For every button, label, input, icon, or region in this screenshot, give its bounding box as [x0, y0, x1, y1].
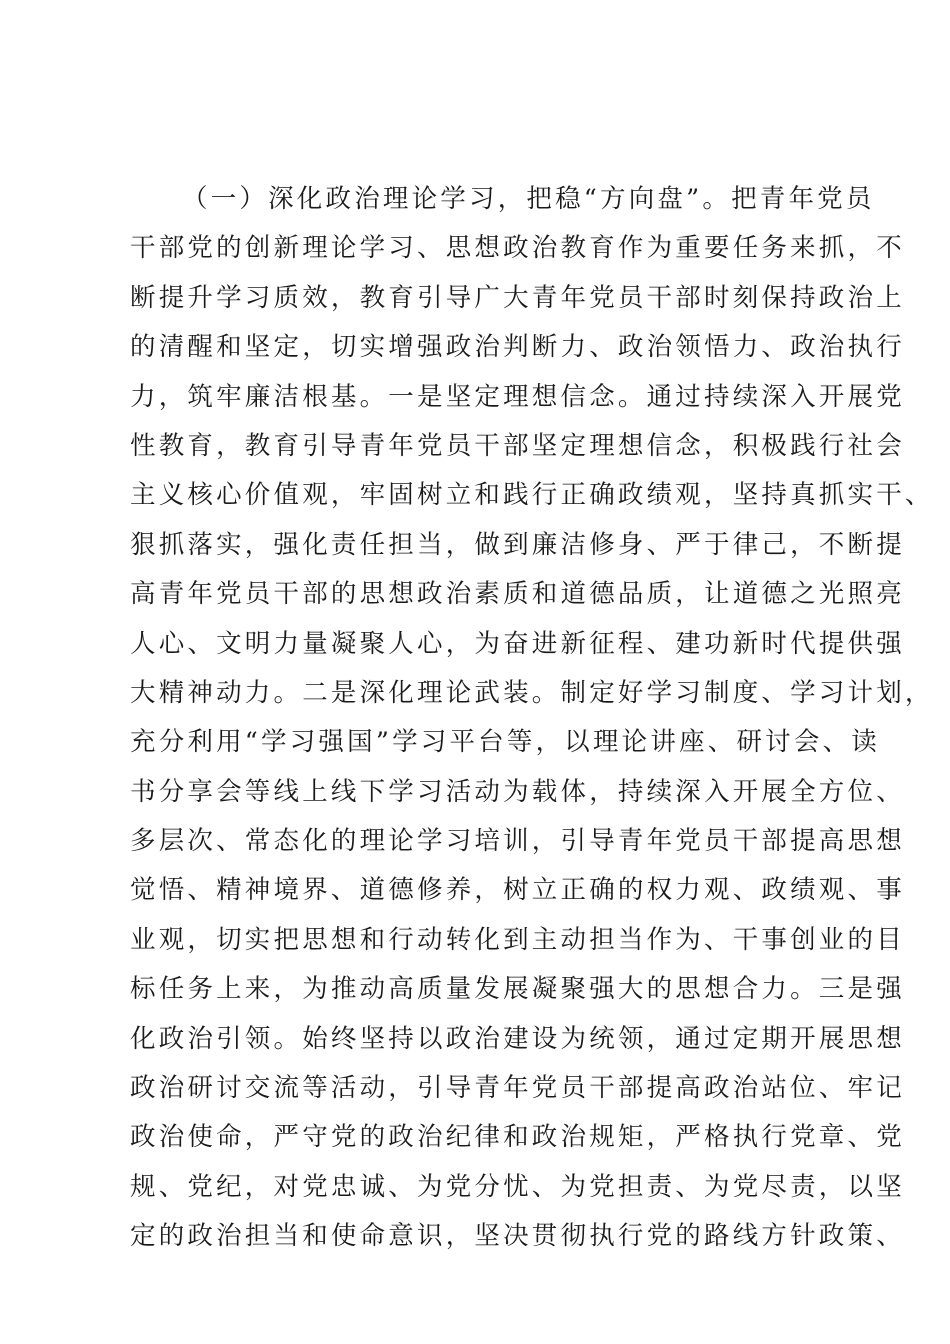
- paragraph-line: 化政治引领。始终坚持以政治建设为统领，通过定期开展思想: [130, 1023, 905, 1054]
- paragraph-line: 的清醒和坚定，切实增强政治判断力、政治领悟力、政治执行: [130, 332, 905, 363]
- paragraph-line: 规、党纪，对党忠诚、为党分忧、为党担责、为党尽责，以坚: [130, 1171, 905, 1202]
- paragraph-line: 政治研讨交流等活动，引导青年党员干部提高政治站位、牢记: [130, 1073, 905, 1104]
- paragraph-line: 干部党的创新理论学习、思想政治教育作为重要任务来抓，不: [130, 233, 905, 264]
- body-paragraph: [130, 180, 934, 1267]
- paragraph-line: 标任务上来，为推动高质量发展凝聚强大的思想合力。三是强: [130, 974, 905, 1005]
- paragraph-line: 大精神动力。二是深化理论武装。制定好学习制度、学习计划，: [130, 677, 934, 708]
- paragraph-line: 多层次、常态化的理论学习培训，引导青年党员干部提高思想: [130, 826, 905, 857]
- paragraph-line: 高青年党员干部的思想政治素质和道德品质，让道德之光照亮: [130, 579, 905, 610]
- paragraph-line: 断提升学习质效，教育引导广大青年党员干部时刻保持政治上: [130, 282, 905, 313]
- paragraph-line: 政治使命，严守党的政治纪律和政治规矩，严格执行党章、党: [130, 1122, 905, 1153]
- paragraph-line: 充分利用“学习强国”学习平台等，以理论讲座、研讨会、读: [130, 727, 880, 758]
- paragraph-line: 主义核心价值观，牢固树立和践行正确政绩观，坚持真抓实干、: [130, 480, 934, 511]
- paragraph-line: 觉悟、精神境界、道德修养，树立正确的权力观、政绩观、事: [130, 875, 905, 906]
- paragraph-line: 人心、文明力量凝聚人心，为奋进新征程、建功新时代提供强: [130, 628, 905, 659]
- paragraph-line: 力，筑牢廉洁根基。一是坚定理想信念。通过持续深入开展党: [130, 381, 905, 412]
- paragraph-line: 性教育，教育引导青年党员干部坚定理想信念，积极践行社会: [130, 430, 905, 461]
- paragraph-line: 书分享会等线上线下学习活动为载体，持续深入开展全方位、: [130, 776, 905, 807]
- paragraph-line: 狠抓落实，强化责任担当，做到廉洁修身、严于律己，不断提: [130, 529, 905, 560]
- paragraph-line: 业观，切实把思想和行动转化到主动担当作为、干事创业的目: [130, 924, 905, 955]
- paragraph-line: （一）深化政治理论学习，把稳“方向盘”。把青年党员: [182, 184, 875, 214]
- paragraph-line: 定的政治担当和使命意识，坚决贯彻执行党的路线方针政策、: [130, 1221, 905, 1252]
